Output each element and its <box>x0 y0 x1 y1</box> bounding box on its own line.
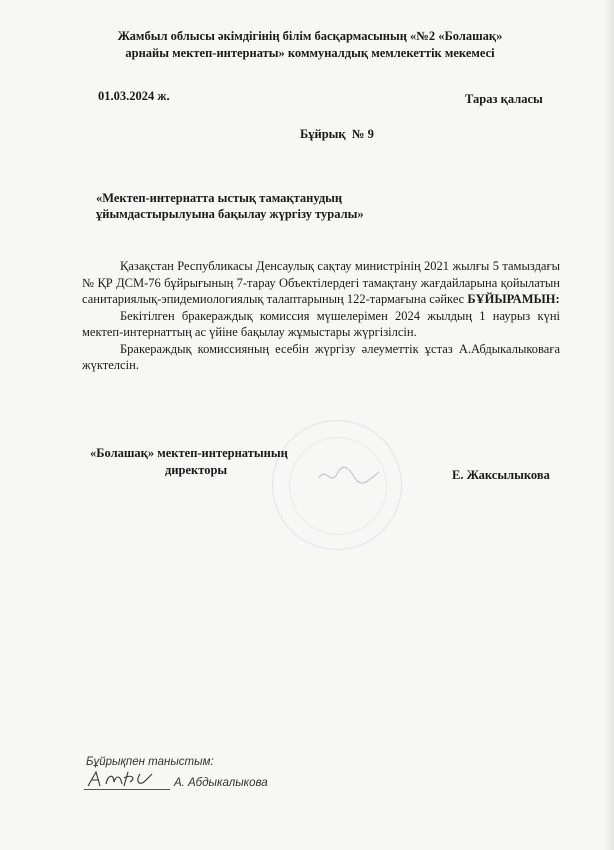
institution-header <box>60 28 560 62</box>
order-subject <box>96 190 426 222</box>
directive-keyword: БҰЙЫРАМЫН: <box>467 292 560 306</box>
director-signature-icon <box>315 460 385 490</box>
body-paragraph-3: Бракераждық комиссияның есебін жүргізу әлеуметтік ұстаз А.Абдыкалыковаға жүктелсін. <box>82 341 560 372</box>
acknowledgment-label: Бұйрықпен таныстым: <box>86 756 214 768</box>
acknowledger-name: А. Абдыкалыкова <box>174 777 268 789</box>
order-city: Тараз қаласы <box>465 92 543 106</box>
signatory-name: Е. Жаксылыкова <box>452 468 550 482</box>
order-title: Бұйрық № 9 <box>300 127 374 141</box>
signature-organization: «Болашақ» мектеп-интернатының <box>90 446 288 460</box>
paragraph-1-text: Қазақстан Республикасы Денсаулық сақтау министрінің 2021 жылғы 5 тамыздағы № ҚР ДСМ-76 бұйрығының 7-тарау Объектілердегі тамақтану жағдайларына қойылатын санитариялық-эпидемиологиялық талаптарының 122-тармағына сәйкес <box>82 259 560 306</box>
signature-line <box>84 789 170 790</box>
signature-position: директоры <box>165 463 228 477</box>
header-line-2: арнайы мектеп-интернаты» коммуналдық мемлекеттік мекемесі <box>125 46 495 60</box>
order-date: 01.03.2024 ж. <box>98 89 170 103</box>
scan-edge-shadow <box>604 0 614 850</box>
body-paragraph-1 <box>82 258 560 308</box>
order-body <box>82 258 560 374</box>
header-line-1: Жамбыл облысы әкімдігінің білім басқармасының «№2 «Болашақ» <box>117 29 503 43</box>
body-paragraph-2: Бекітілген бракераждық комиссия мүшелерімен 2024 жылдың 1 наурыз күні мектеп-интернаттың ас үйіне бақылау жұмыстары жүргізілсін. <box>82 308 560 339</box>
subject-line-2: ұйымдастырылуына бақылау жүргізу туралы» <box>96 207 364 221</box>
subject-line-1: «Мектеп-интернатта ыстық тамақтанудың <box>96 191 343 205</box>
handwritten-signature-icon <box>84 768 156 790</box>
